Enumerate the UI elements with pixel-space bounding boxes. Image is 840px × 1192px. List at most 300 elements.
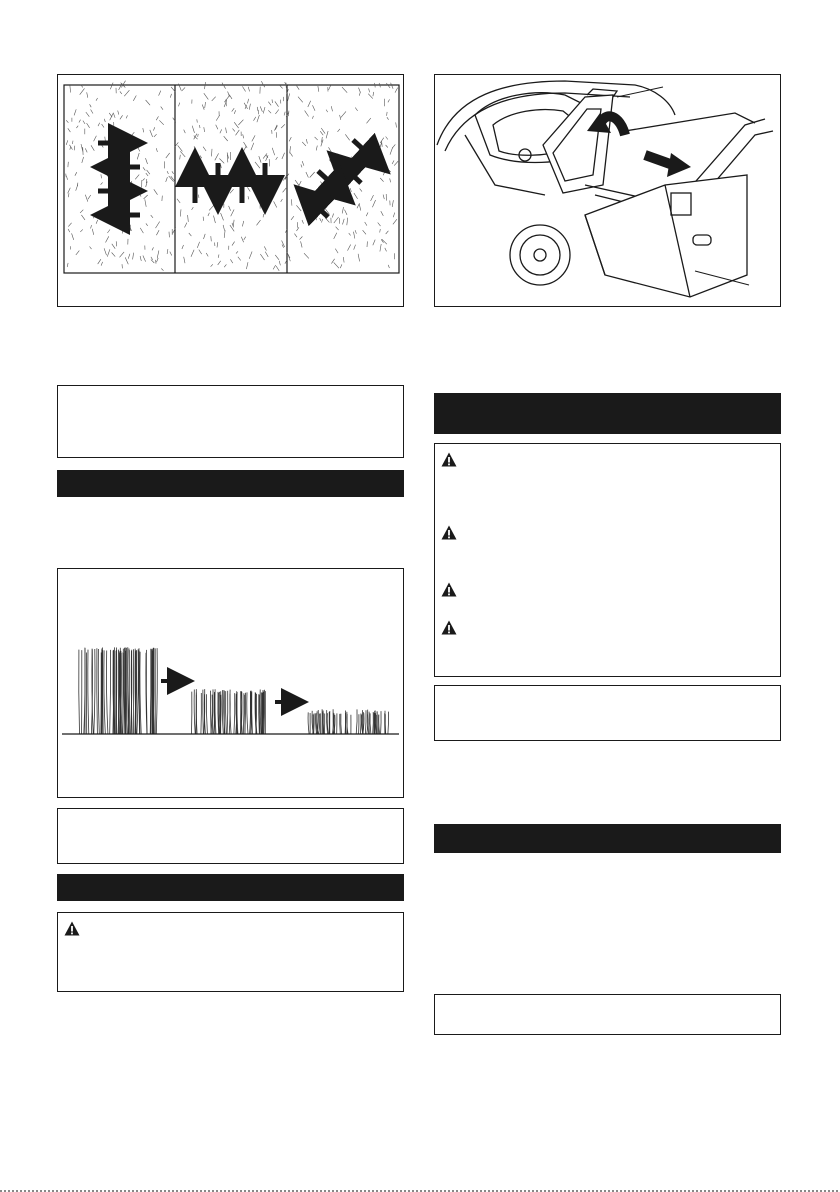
grass-fleck xyxy=(297,227,299,231)
grass-fleck xyxy=(101,174,102,178)
grass-fleck xyxy=(275,255,279,260)
grass-fleck xyxy=(347,218,348,226)
grass-fleck xyxy=(355,230,356,234)
grass-blade xyxy=(88,650,89,734)
grass-fleck xyxy=(208,174,213,180)
grass-blade xyxy=(252,691,253,734)
grass-fleck xyxy=(218,261,221,265)
grass-blade xyxy=(340,714,341,734)
grass-fleck xyxy=(80,88,85,94)
grass-fleck xyxy=(238,120,243,125)
grass-fleck xyxy=(281,199,283,202)
grass-fleck xyxy=(68,223,71,227)
grass-fleck xyxy=(76,251,80,255)
grass-fleck xyxy=(133,96,136,101)
grass-blade xyxy=(110,650,111,734)
grass-fleck xyxy=(363,230,366,234)
grass-fleck xyxy=(104,119,105,122)
grass-fleck xyxy=(267,187,269,195)
grass-fleck xyxy=(326,131,328,138)
grass-fleck xyxy=(96,220,98,224)
grass-fleck xyxy=(128,254,130,259)
grass-fleck xyxy=(268,102,271,106)
grass-fleck xyxy=(124,90,129,96)
grass-fleck xyxy=(75,172,77,176)
grass-fleck xyxy=(68,128,71,132)
grass-fleck xyxy=(279,261,280,266)
grass-fleck xyxy=(350,188,351,192)
grass-fleck xyxy=(286,175,287,179)
grass-fleck xyxy=(180,155,181,160)
grass-fleck xyxy=(76,126,78,128)
grass-fleck xyxy=(281,124,285,128)
grass-blade xyxy=(363,712,364,734)
grass-fleck xyxy=(179,103,180,107)
grass-fleck xyxy=(86,112,90,117)
grass-fleck xyxy=(66,140,68,145)
grass-fleck xyxy=(254,117,256,121)
grass-fleck xyxy=(359,204,361,211)
grass-fleck xyxy=(332,214,333,218)
grass-fleck xyxy=(280,86,283,89)
grass-fleck xyxy=(129,132,134,138)
grass-fleck xyxy=(340,115,341,120)
grass-fleck xyxy=(354,193,358,199)
grass-fleck xyxy=(91,145,94,150)
grass-fleck xyxy=(387,117,389,120)
grass-fleck xyxy=(199,250,202,255)
grass-fleck xyxy=(106,236,109,242)
grass-fleck xyxy=(72,233,74,240)
grass-fleck xyxy=(248,99,249,104)
grass-fleck xyxy=(131,181,132,184)
grass-fleck xyxy=(275,101,279,106)
section-heading-bar xyxy=(57,470,404,497)
grass-fleck xyxy=(302,220,304,224)
grass-fleck xyxy=(248,87,249,92)
grass-blade xyxy=(211,695,212,734)
grass-fleck xyxy=(143,128,144,132)
warning-triangle-icon xyxy=(441,620,457,635)
grass-fleck xyxy=(242,221,243,227)
grass-fleck xyxy=(116,241,117,246)
grass-fleck xyxy=(98,259,101,264)
grass-fleck xyxy=(369,88,370,92)
grass-blade xyxy=(375,713,376,734)
grass-fleck xyxy=(94,136,97,142)
grass-fleck xyxy=(167,249,168,254)
grass-fleck xyxy=(108,218,110,221)
grass-fleck xyxy=(143,167,145,170)
grass-fleck xyxy=(68,193,69,197)
grass-fleck xyxy=(388,265,389,268)
grass-fleck xyxy=(178,145,183,151)
grass-fleck xyxy=(229,206,231,211)
grass-fleck xyxy=(263,214,264,217)
grass-fleck xyxy=(336,227,339,230)
grass-fleck xyxy=(264,205,267,209)
grass-fleck xyxy=(140,256,141,261)
grass-fleck xyxy=(246,262,248,269)
grass-blade xyxy=(156,648,157,734)
grass-fleck xyxy=(329,147,333,154)
grass-fleck xyxy=(140,228,143,233)
grass-fleck xyxy=(318,86,319,92)
mower-grass-bag-illustration xyxy=(435,75,779,305)
grass-blade xyxy=(206,694,207,734)
grass-fleck xyxy=(219,159,224,164)
grass-fleck xyxy=(355,108,357,111)
grass-fleck xyxy=(178,179,181,182)
grass-fleck xyxy=(321,128,325,134)
grass-fleck xyxy=(143,256,146,262)
grass-blade xyxy=(126,648,127,734)
grass-fleck xyxy=(161,269,163,271)
grass-fleck xyxy=(386,145,388,148)
grass-fleck xyxy=(255,162,260,168)
grass-fleck xyxy=(224,264,226,267)
grass-fleck xyxy=(272,99,273,103)
grass-fleck xyxy=(68,229,70,232)
grass-fleck xyxy=(170,252,172,256)
warning-box xyxy=(434,443,781,677)
grass-fleck xyxy=(284,112,285,116)
grass-fleck xyxy=(144,195,148,199)
grass-fleck xyxy=(268,110,271,113)
grass-fleck xyxy=(87,92,88,97)
grass-fleck xyxy=(345,134,349,140)
grass-blade xyxy=(125,648,126,735)
grass-fleck xyxy=(220,129,222,133)
grass-fleck xyxy=(101,182,103,184)
grass-fleck xyxy=(221,213,224,220)
grass-fleck xyxy=(113,113,115,118)
grass-blade xyxy=(194,690,195,735)
grass-fleck xyxy=(343,257,344,262)
grass-fleck xyxy=(156,230,159,235)
grass-fleck xyxy=(180,209,181,216)
grass-fleck xyxy=(226,128,227,134)
grass-fleck xyxy=(215,153,219,160)
grass-fleck xyxy=(392,200,393,207)
grass-fleck xyxy=(81,215,85,220)
grass-fleck xyxy=(236,130,240,135)
grass-fleck xyxy=(386,231,389,234)
grass-fleck xyxy=(204,234,206,239)
grass-fleck xyxy=(141,188,142,192)
grass-fleck xyxy=(360,169,361,172)
grass-blade xyxy=(98,649,99,734)
grass-fleck xyxy=(202,105,204,110)
grass-fleck xyxy=(170,94,171,98)
grass-fleck xyxy=(120,252,125,257)
grass-fleck xyxy=(257,220,261,225)
grass-fleck xyxy=(338,129,340,132)
grass-fleck xyxy=(172,171,174,174)
grass-fleck xyxy=(151,260,154,263)
grass-fleck xyxy=(306,172,309,178)
grass-blade xyxy=(94,649,95,734)
grass-fleck xyxy=(380,142,382,148)
grass-fleck xyxy=(249,104,250,110)
grass-fleck xyxy=(348,245,351,251)
grass-fleck xyxy=(291,216,294,220)
grass-fleck xyxy=(83,121,85,124)
grass-fleck xyxy=(231,210,234,217)
figure-grass-reduction xyxy=(57,568,404,798)
grass-fleck xyxy=(177,199,180,203)
grass-fleck xyxy=(98,123,100,126)
grass-fleck xyxy=(295,180,299,186)
grass-blade xyxy=(104,650,105,734)
grass-fleck xyxy=(289,137,291,141)
grass-fleck xyxy=(203,183,205,187)
grass-fleck xyxy=(396,122,397,127)
grass-fleck xyxy=(92,229,93,235)
grass-blade xyxy=(356,709,357,734)
grass-fleck xyxy=(106,166,109,169)
grass-fleck xyxy=(368,94,373,99)
grass-fleck xyxy=(68,188,71,194)
grass-fleck xyxy=(354,245,356,250)
grass-fleck xyxy=(337,193,341,197)
grass-fleck xyxy=(290,153,293,157)
grass-fleck xyxy=(233,220,234,227)
grass-fleck xyxy=(234,110,236,114)
grass-fleck xyxy=(100,167,101,170)
grass-fleck xyxy=(342,87,347,93)
grass-fleck xyxy=(200,156,202,159)
grass-fleck xyxy=(283,188,287,192)
grass-fleck xyxy=(263,107,265,113)
grass-fleck xyxy=(80,210,83,213)
figure-mowing-patterns xyxy=(57,74,404,307)
grass-texture xyxy=(66,81,398,271)
grass-fleck xyxy=(326,110,328,113)
grass-fleck xyxy=(357,203,360,208)
grass-fleck xyxy=(294,234,297,238)
grass-blade xyxy=(106,651,107,735)
grass-fleck xyxy=(243,134,244,138)
grass-fleck xyxy=(272,148,275,155)
grass-fleck xyxy=(91,225,92,228)
grass-fleck xyxy=(371,195,374,201)
grass-fleck xyxy=(282,153,285,159)
note-box xyxy=(434,685,781,741)
grass-fleck xyxy=(209,205,214,211)
grass-fleck xyxy=(308,101,311,107)
grass-fleck xyxy=(80,229,83,232)
grass-fleck xyxy=(188,215,189,222)
grass-fleck xyxy=(252,135,255,141)
grass-fleck xyxy=(385,248,387,252)
grass-fleck xyxy=(145,199,146,207)
grass-fleck xyxy=(112,253,116,257)
grass-fleck xyxy=(359,88,361,93)
grass-fleck xyxy=(312,116,313,119)
grass-fleck xyxy=(297,86,300,90)
grass-fleck xyxy=(244,142,248,148)
grass-fleck xyxy=(343,219,345,225)
grass-fleck xyxy=(345,210,348,215)
grass-fleck xyxy=(157,258,159,262)
grass-fleck xyxy=(238,257,241,261)
grass-fleck xyxy=(300,237,303,240)
grass-fleck xyxy=(127,146,132,151)
warning-box xyxy=(57,912,404,992)
grass-fleck xyxy=(288,93,290,101)
grass-fleck xyxy=(138,192,141,197)
grass-fleck xyxy=(137,153,139,159)
grass-fleck xyxy=(365,222,367,226)
grass-blade xyxy=(226,691,227,734)
grass-fleck xyxy=(274,125,277,131)
grass-blade xyxy=(365,710,366,734)
grass-fleck xyxy=(205,102,206,108)
grass-fleck xyxy=(90,104,92,107)
grass-fleck xyxy=(203,217,204,221)
grass-fleck xyxy=(112,131,113,134)
grass-fleck xyxy=(146,158,148,164)
grass-fleck xyxy=(380,138,384,143)
grass-fleck xyxy=(320,131,323,135)
grass-blade xyxy=(215,689,216,734)
grass-fleck xyxy=(180,151,185,157)
grass-fleck xyxy=(212,97,216,101)
grass-fleck xyxy=(325,218,329,223)
grass-blade xyxy=(388,712,389,734)
short-grass xyxy=(308,709,388,734)
grass-fleck xyxy=(96,98,98,101)
grass-fleck xyxy=(391,83,394,89)
grass-fleck xyxy=(88,195,91,199)
grass-fleck xyxy=(375,83,376,88)
grass-fleck xyxy=(224,96,229,102)
grass-blade xyxy=(370,713,371,734)
grass-fleck xyxy=(217,198,220,205)
grass-fleck xyxy=(154,189,158,194)
grass-fleck xyxy=(192,207,194,210)
grass-fleck xyxy=(331,106,332,111)
grass-fleck xyxy=(366,213,368,217)
grass-reduction-illustration xyxy=(58,569,402,796)
grass-blade xyxy=(341,714,342,734)
grass-fleck xyxy=(393,213,394,218)
grass-fleck xyxy=(373,240,375,246)
grass-fleck xyxy=(102,124,104,128)
grass-fleck xyxy=(226,187,228,191)
grass-fleck xyxy=(147,170,150,174)
grass-fleck xyxy=(205,184,206,188)
grass-fleck xyxy=(161,107,163,110)
grass-fleck xyxy=(257,107,258,111)
grass-fleck xyxy=(248,196,249,199)
grass-fleck xyxy=(334,233,337,239)
grass-fleck xyxy=(156,222,160,229)
grass-fleck xyxy=(206,188,210,193)
grass-fleck xyxy=(244,237,246,240)
grass-fleck xyxy=(156,148,157,152)
grass-fleck xyxy=(133,253,134,260)
warning-triangle-icon xyxy=(64,921,80,936)
grass-fleck xyxy=(329,85,331,90)
grass-fleck xyxy=(218,255,219,258)
grass-fleck xyxy=(392,161,394,165)
grass-fleck xyxy=(243,146,247,153)
grass-fleck xyxy=(252,188,255,192)
grass-fleck xyxy=(112,244,115,249)
grass-fleck xyxy=(74,146,75,151)
grass-fleck xyxy=(109,113,112,117)
grass-fleck xyxy=(159,120,164,125)
grass-fleck xyxy=(166,153,170,158)
grass-fleck xyxy=(388,99,390,102)
grass-fleck xyxy=(384,167,387,170)
grass-fleck xyxy=(373,92,374,96)
grass-fleck xyxy=(315,214,316,220)
grass-fleck xyxy=(135,175,139,180)
grass-fleck xyxy=(93,214,95,218)
grass-fleck xyxy=(221,164,222,168)
grass-fleck xyxy=(157,251,159,259)
grass-fleck xyxy=(159,91,161,96)
grass-fleck xyxy=(90,247,92,250)
grass-fleck xyxy=(224,230,225,238)
grass-fleck xyxy=(316,146,317,151)
grass-blade xyxy=(319,714,320,734)
grass-fleck xyxy=(374,142,375,146)
grass-fleck xyxy=(156,116,158,120)
grass-fleck xyxy=(233,129,235,132)
grass-fleck xyxy=(123,228,127,232)
grass-fleck xyxy=(302,161,304,166)
grass-fleck xyxy=(335,249,338,254)
grass-fleck xyxy=(110,83,113,90)
grass-fleck xyxy=(249,178,251,182)
grass-fleck xyxy=(212,149,213,157)
grass-blade xyxy=(128,647,129,734)
grass-blade xyxy=(137,649,138,734)
grass-fleck xyxy=(191,250,194,257)
note-box xyxy=(57,808,404,864)
grass-fleck xyxy=(313,105,316,111)
grass-fleck xyxy=(127,203,128,206)
grass-fleck xyxy=(66,120,68,122)
grass-fleck xyxy=(217,242,218,247)
grass-fleck xyxy=(216,125,218,130)
grass-blade xyxy=(146,650,147,734)
grass-fleck xyxy=(224,136,228,141)
grass-fleck xyxy=(274,201,277,207)
grass-fleck xyxy=(150,130,153,137)
grass-fleck xyxy=(232,108,235,111)
grass-fleck xyxy=(249,252,252,259)
grass-fleck xyxy=(367,118,371,123)
grass-fleck xyxy=(189,233,192,236)
grass-fleck xyxy=(358,254,360,262)
grass-blade xyxy=(234,693,235,734)
grass-fleck xyxy=(143,179,145,181)
warning-triangle-icon xyxy=(441,582,457,597)
grass-fleck xyxy=(228,92,230,97)
grass-fleck xyxy=(380,178,383,182)
grass-fleck xyxy=(111,154,113,158)
grass-blade xyxy=(308,712,309,734)
grass-fleck xyxy=(310,172,315,178)
grass-fleck xyxy=(151,215,153,218)
grass-fleck xyxy=(296,205,301,211)
grass-fleck xyxy=(392,144,395,148)
